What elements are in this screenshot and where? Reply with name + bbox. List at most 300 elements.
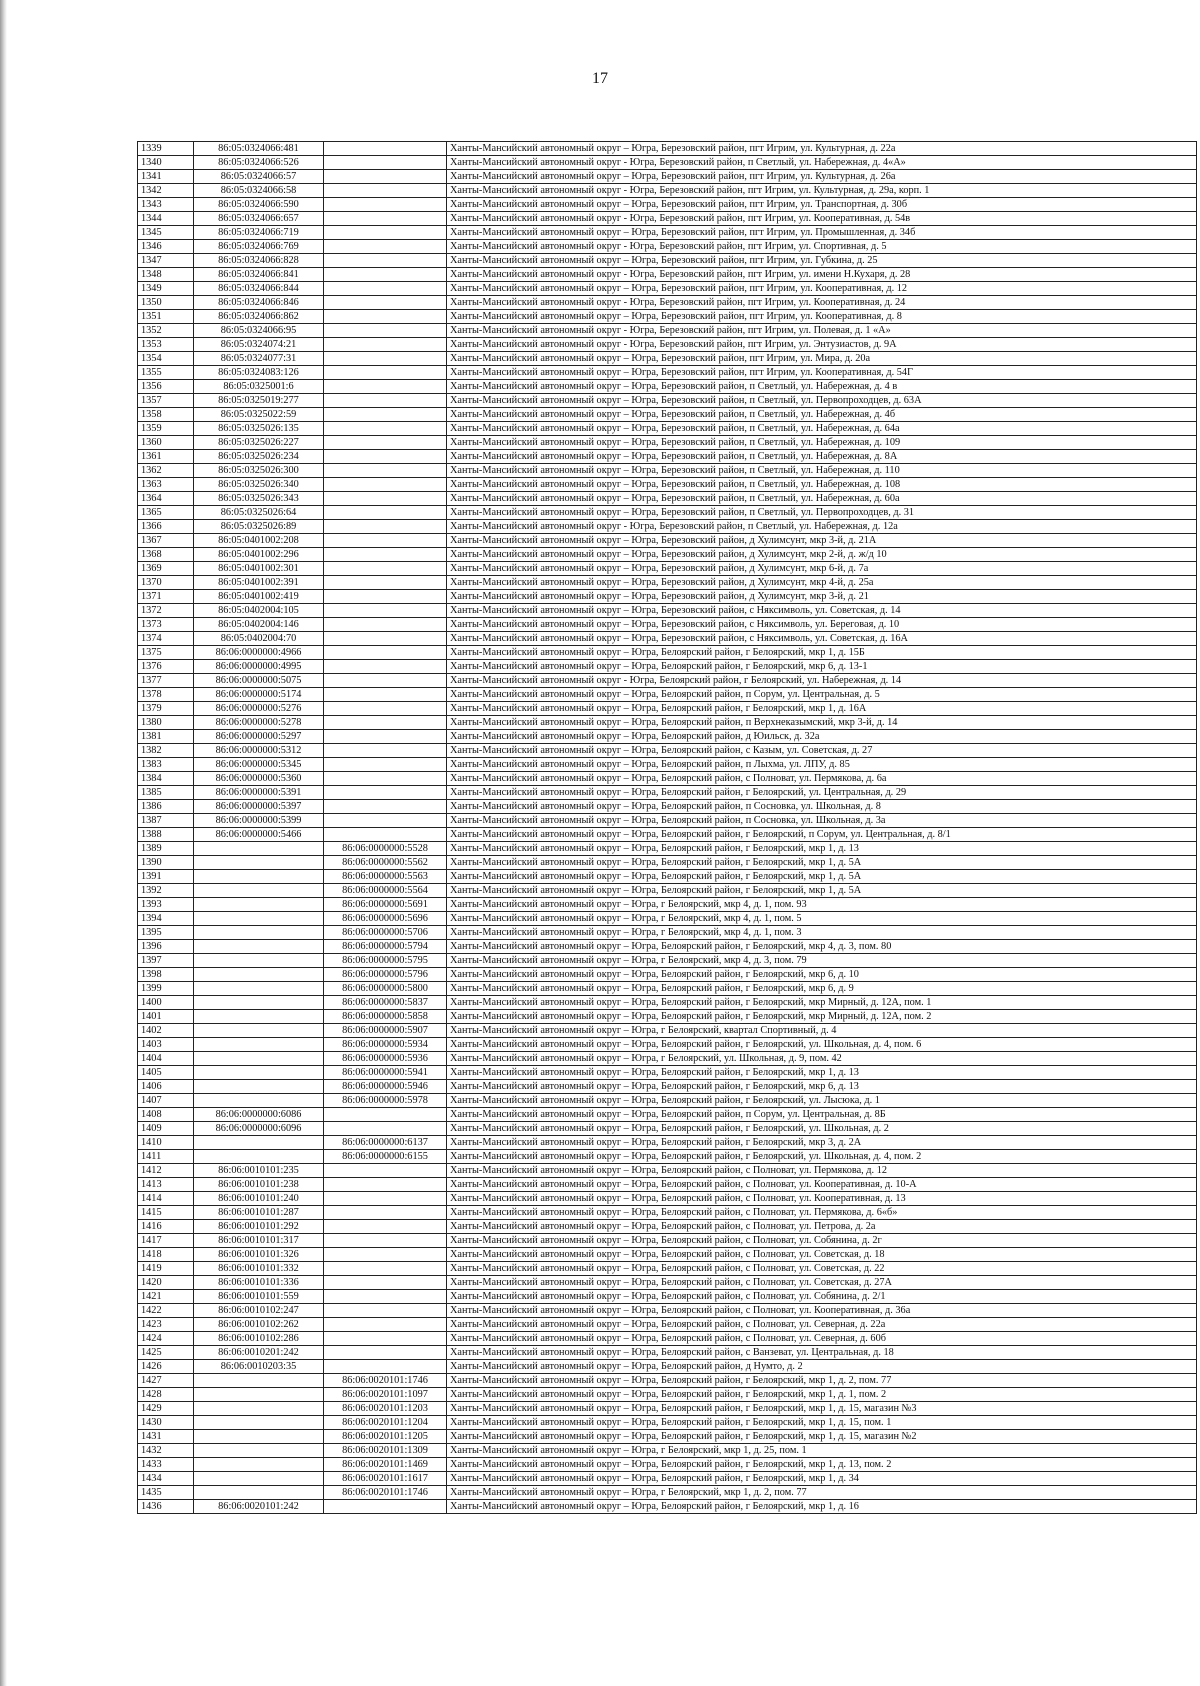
object-address: Ханты-Мансийский автономный округ – Югра, Березовский район, д Хулимсунт, мкр 3-й, д. 21А xyxy=(447,534,1197,548)
building-cadastral-number xyxy=(194,1080,324,1094)
building-cadastral-number xyxy=(194,1010,324,1024)
table-row xyxy=(138,366,1197,380)
row-number: 1400 xyxy=(138,996,194,1010)
table-row xyxy=(138,436,1197,450)
premises-cadastral-number xyxy=(324,618,447,632)
building-cadastral-number: 86:06:0010101:317 xyxy=(194,1234,324,1248)
premises-cadastral-number: 86:06:0000000:5564 xyxy=(324,884,447,898)
row-number: 1434 xyxy=(138,1472,194,1486)
table-row xyxy=(138,856,1197,870)
premises-cadastral-number: 86:06:0020101:1309 xyxy=(324,1444,447,1458)
building-cadastral-number: 86:05:0324066:481 xyxy=(194,142,324,156)
object-address: Ханты-Мансийский автономный округ – Югра, Березовский район, п Светлый, ул. Набережная, д. 60а xyxy=(447,492,1197,506)
object-address: Ханты-Мансийский автономный округ – Югра, Березовский район, пгт Игрим, ул. Кооперативная, д. 12 xyxy=(447,282,1197,296)
table-row xyxy=(138,1430,1197,1444)
object-address: Ханты-Мансийский автономный округ – Югра, Березовский район, п Светлый, ул. Набережная, д. 4 в xyxy=(447,380,1197,394)
row-number: 1353 xyxy=(138,338,194,352)
row-number: 1375 xyxy=(138,646,194,660)
premises-cadastral-number xyxy=(324,576,447,590)
premises-cadastral-number xyxy=(324,772,447,786)
building-cadastral-number xyxy=(194,1094,324,1108)
object-address: Ханты-Мансийский автономный округ – Югра, Белоярский район, г Белоярский, мкр 6, д. 13 xyxy=(447,1080,1197,1094)
premises-cadastral-number xyxy=(324,170,447,184)
object-address: Ханты-Мансийский автономный округ – Югра, Белоярский район, с Полноват, ул. Кооперативная, д. 36а xyxy=(447,1304,1197,1318)
building-cadastral-number: 86:06:0010201:242 xyxy=(194,1346,324,1360)
table-row xyxy=(138,1500,1197,1514)
building-cadastral-number xyxy=(194,926,324,940)
building-cadastral-number: 86:06:0010101:292 xyxy=(194,1220,324,1234)
premises-cadastral-number xyxy=(324,800,447,814)
building-cadastral-number: 86:06:0000000:5360 xyxy=(194,772,324,786)
scan-edge-shadow xyxy=(0,0,7,1686)
table-row xyxy=(138,352,1197,366)
object-address: Ханты-Мансийский автономный округ – Югра, Березовский район, пгт Игрим, ул. Кооперативная, д. 8 xyxy=(447,310,1197,324)
building-cadastral-number: 86:06:0010101:332 xyxy=(194,1262,324,1276)
row-number: 1352 xyxy=(138,324,194,338)
object-address: Ханты-Мансийский автономный округ – Югра, Березовский район, п Светлый, ул. Набережная, д. 64а xyxy=(447,422,1197,436)
row-number: 1430 xyxy=(138,1416,194,1430)
table-row xyxy=(138,1164,1197,1178)
table-row xyxy=(138,772,1197,786)
premises-cadastral-number xyxy=(324,1276,447,1290)
row-number: 1401 xyxy=(138,1010,194,1024)
object-address: Ханты-Мансийский автономный округ - Югра, Березовский район, пгт Игрим, ул. имени Н.Кухаря, д. 28 xyxy=(447,268,1197,282)
premises-cadastral-number: 86:06:0000000:5934 xyxy=(324,1038,447,1052)
premises-cadastral-number xyxy=(324,1500,447,1514)
object-address: Ханты-Мансийский автономный округ – Югра, г Белоярский, квартал Спортивный, д. 4 xyxy=(447,1024,1197,1038)
row-number: 1363 xyxy=(138,478,194,492)
table-row xyxy=(138,520,1197,534)
building-cadastral-number: 86:06:0010203:35 xyxy=(194,1360,324,1374)
row-number: 1425 xyxy=(138,1346,194,1360)
table-row xyxy=(138,702,1197,716)
object-address: Ханты-Мансийский автономный округ – Югра, Белоярский район, с Полноват, ул. Собянина, д. 2/1 xyxy=(447,1290,1197,1304)
premises-cadastral-number: 86:06:0020101:1205 xyxy=(324,1430,447,1444)
object-address: Ханты-Мансийский автономный округ – Югра, Березовский район, д Хулимсунт, мкр 4-й, д. 25а xyxy=(447,576,1197,590)
object-address: Ханты-Мансийский автономный округ – Югра, г Белоярский, мкр 4, д. 1, пом. 93 xyxy=(447,898,1197,912)
building-cadastral-number: 86:05:0325026:300 xyxy=(194,464,324,478)
building-cadastral-number: 86:05:0401002:391 xyxy=(194,576,324,590)
premises-cadastral-number xyxy=(324,464,447,478)
premises-cadastral-number: 86:06:0000000:5907 xyxy=(324,1024,447,1038)
row-number: 1406 xyxy=(138,1080,194,1094)
building-cadastral-number xyxy=(194,1136,324,1150)
row-number: 1341 xyxy=(138,170,194,184)
premises-cadastral-number xyxy=(324,366,447,380)
object-address: Ханты-Мансийский автономный округ – Югра, Белоярский район, с Полноват, ул. Собянина, д. 2г xyxy=(447,1234,1197,1248)
premises-cadastral-number: 86:06:0000000:5706 xyxy=(324,926,447,940)
table-row xyxy=(138,394,1197,408)
table-row xyxy=(138,912,1197,926)
object-address: Ханты-Мансийский автономный округ – Югра, Белоярский район, п Сосновка, ул. Школьная, д. 3а xyxy=(447,814,1197,828)
object-address: Ханты-Мансийский автономный округ – Югра, Белоярский район, г Белоярский, ул. Лысюка, д. 1 xyxy=(447,1094,1197,1108)
object-address: Ханты-Мансийский автономный округ – Югра, Белоярский район, г Белоярский, мкр 1, д. 1, пом. 2 xyxy=(447,1388,1197,1402)
premises-cadastral-number xyxy=(324,1290,447,1304)
table-row xyxy=(138,1192,1197,1206)
building-cadastral-number: 86:05:0324066:58 xyxy=(194,184,324,198)
premises-cadastral-number xyxy=(324,730,447,744)
building-cadastral-number: 86:05:0325026:227 xyxy=(194,436,324,450)
object-address: Ханты-Мансийский автономный округ – Югра, Белоярский район, г Белоярский, мкр 1, д. 15, магазин №3 xyxy=(447,1402,1197,1416)
row-number: 1399 xyxy=(138,982,194,996)
premises-cadastral-number: 86:06:0000000:5795 xyxy=(324,954,447,968)
object-address: Ханты-Мансийский автономный округ - Югра, Березовский район, пгт Игрим, ул. Полевая, д. 1 «А» xyxy=(447,324,1197,338)
building-cadastral-number xyxy=(194,1374,324,1388)
table-row xyxy=(138,982,1197,996)
premises-cadastral-number xyxy=(324,282,447,296)
table-row xyxy=(138,156,1197,170)
building-cadastral-number: 86:06:0010102:262 xyxy=(194,1318,324,1332)
building-cadastral-number: 86:05:0324066:862 xyxy=(194,310,324,324)
table-row xyxy=(138,660,1197,674)
premises-cadastral-number: 86:06:0020101:1203 xyxy=(324,1402,447,1416)
row-number: 1380 xyxy=(138,716,194,730)
table-row xyxy=(138,1276,1197,1290)
object-address: Ханты-Мансийский автономный округ – Югра, Белоярский район, д Юильск, д. 32а xyxy=(447,730,1197,744)
object-address: Ханты-Мансийский автономный округ – Югра, Белоярский район, г Белоярский, мкр Мирный, д. 12А, пом. 1 xyxy=(447,996,1197,1010)
row-number: 1346 xyxy=(138,240,194,254)
building-cadastral-number: 86:06:0000000:5397 xyxy=(194,800,324,814)
building-cadastral-number: 86:05:0325001:6 xyxy=(194,380,324,394)
object-address: Ханты-Мансийский автономный округ – Югра, Белоярский район, г Белоярский, мкр Мирный, д. 12А, пом. 2 xyxy=(447,1010,1197,1024)
table-row xyxy=(138,1094,1197,1108)
table-row xyxy=(138,1402,1197,1416)
row-number: 1368 xyxy=(138,548,194,562)
row-number: 1383 xyxy=(138,758,194,772)
object-address: Ханты-Мансийский автономный округ – Югра, Березовский район, с Няксимволь, ул. Советская, д. 16А xyxy=(447,632,1197,646)
table-row xyxy=(138,478,1197,492)
row-number: 1356 xyxy=(138,380,194,394)
table-row xyxy=(138,282,1197,296)
row-number: 1419 xyxy=(138,1262,194,1276)
building-cadastral-number: 86:05:0324066:590 xyxy=(194,198,324,212)
object-address: Ханты-Мансийский автономный округ – Югра, г Белоярский, мкр 4, д. 3, пом. 79 xyxy=(447,954,1197,968)
building-cadastral-number: 86:05:0402004:70 xyxy=(194,632,324,646)
table-row xyxy=(138,1248,1197,1262)
table-row xyxy=(138,716,1197,730)
building-cadastral-number: 86:06:0000000:4966 xyxy=(194,646,324,660)
object-address: Ханты-Мансийский автономный округ – Югра, Белоярский район, с Полноват, ул. Северная, д. 60б xyxy=(447,1332,1197,1346)
row-number: 1377 xyxy=(138,674,194,688)
object-address: Ханты-Мансийский автономный округ - Югра, Белоярский район, г Белоярский, ул. Набережная, д. 14 xyxy=(447,674,1197,688)
object-address: Ханты-Мансийский автономный округ – Югра, Березовский район, д Хулимсунт, мкр 6-й, д. 7а xyxy=(447,562,1197,576)
row-number: 1421 xyxy=(138,1290,194,1304)
row-number: 1387 xyxy=(138,814,194,828)
premises-cadastral-number xyxy=(324,716,447,730)
building-cadastral-number: 86:06:0000000:5312 xyxy=(194,744,324,758)
table-row xyxy=(138,744,1197,758)
table-row xyxy=(138,1262,1197,1276)
table-row xyxy=(138,632,1197,646)
building-cadastral-number: 86:05:0324066:57 xyxy=(194,170,324,184)
row-number: 1414 xyxy=(138,1192,194,1206)
table-row xyxy=(138,1444,1197,1458)
object-address: Ханты-Мансийский автономный округ – Югра, Белоярский район, с Полноват, ул. Пермякова, д. 6«б» xyxy=(447,1206,1197,1220)
row-number: 1365 xyxy=(138,506,194,520)
object-address: Ханты-Мансийский автономный округ – Югра, Березовский район, п Светлый, ул. Набережная, д. 109 xyxy=(447,436,1197,450)
building-cadastral-number: 86:06:0000000:5345 xyxy=(194,758,324,772)
premises-cadastral-number xyxy=(324,646,447,660)
table-row xyxy=(138,254,1197,268)
row-number: 1423 xyxy=(138,1318,194,1332)
table-row xyxy=(138,1332,1197,1346)
object-address: Ханты-Мансийский автономный округ – Югра, г Белоярский, мкр 1, д. 2, пом. 77 xyxy=(447,1486,1197,1500)
table-row xyxy=(138,198,1197,212)
building-cadastral-number: 86:06:0010101:326 xyxy=(194,1248,324,1262)
row-number: 1360 xyxy=(138,436,194,450)
building-cadastral-number: 86:05:0401002:296 xyxy=(194,548,324,562)
row-number: 1431 xyxy=(138,1430,194,1444)
building-cadastral-number: 86:06:0010101:235 xyxy=(194,1164,324,1178)
table-row xyxy=(138,996,1197,1010)
premises-cadastral-number xyxy=(324,1262,447,1276)
object-address: Ханты-Мансийский автономный округ – Югра, Белоярский район, п Сорум, ул. Центральная, д. 8Б xyxy=(447,1108,1197,1122)
table-row xyxy=(138,1108,1197,1122)
row-number: 1435 xyxy=(138,1486,194,1500)
row-number: 1381 xyxy=(138,730,194,744)
object-address: Ханты-Мансийский автономный округ – Югра, Белоярский район, с Полноват, ул. Кооперативная, д. 10-А xyxy=(447,1178,1197,1192)
table-row xyxy=(138,338,1197,352)
premises-cadastral-number xyxy=(324,534,447,548)
object-address: Ханты-Мансийский автономный округ – Югра, Белоярский район, с Полноват, ул. Пермякова, д. 12 xyxy=(447,1164,1197,1178)
premises-cadastral-number: 86:06:0000000:5837 xyxy=(324,996,447,1010)
premises-cadastral-number: 86:06:0020101:1617 xyxy=(324,1472,447,1486)
object-address: Ханты-Мансийский автономный округ – Югра, Березовский район, с Няксимволь, ул. Береговая, д. 10 xyxy=(447,618,1197,632)
row-number: 1427 xyxy=(138,1374,194,1388)
building-cadastral-number: 86:05:0324066:95 xyxy=(194,324,324,338)
object-address: Ханты-Мансийский автономный округ – Югра, Белоярский район, г Белоярский, ул. Школьная, д. 4, пом. 2 xyxy=(447,1150,1197,1164)
object-address: Ханты-Мансийский автономный округ – Югра, Белоярский район, п Лыхма, ул. ЛПУ, д. 85 xyxy=(447,758,1197,772)
table-row xyxy=(138,1290,1197,1304)
building-cadastral-number: 86:05:0401002:301 xyxy=(194,562,324,576)
premises-cadastral-number xyxy=(324,436,447,450)
premises-cadastral-number: 86:06:0000000:5796 xyxy=(324,968,447,982)
building-cadastral-number: 86:06:0000000:5276 xyxy=(194,702,324,716)
row-number: 1343 xyxy=(138,198,194,212)
object-address: Ханты-Мансийский автономный округ – Югра, Белоярский район, д Нумто, д. 2 xyxy=(447,1360,1197,1374)
row-number: 1351 xyxy=(138,310,194,324)
premises-cadastral-number: 86:06:0020101:1097 xyxy=(324,1388,447,1402)
table-row xyxy=(138,212,1197,226)
row-number: 1422 xyxy=(138,1304,194,1318)
table-row xyxy=(138,422,1197,436)
building-cadastral-number: 86:06:0020101:242 xyxy=(194,1500,324,1514)
row-number: 1372 xyxy=(138,604,194,618)
row-number: 1395 xyxy=(138,926,194,940)
table-row xyxy=(138,604,1197,618)
row-number: 1342 xyxy=(138,184,194,198)
premises-cadastral-number xyxy=(324,394,447,408)
object-address: Ханты-Мансийский автономный округ – Югра, Белоярский район, с Полноват, ул. Петрова, д. 2а xyxy=(447,1220,1197,1234)
row-number: 1385 xyxy=(138,786,194,800)
table-row xyxy=(138,940,1197,954)
building-cadastral-number: 86:06:0010102:247 xyxy=(194,1304,324,1318)
premises-cadastral-number: 86:06:0000000:5978 xyxy=(324,1094,447,1108)
premises-cadastral-number: 86:06:0000000:5858 xyxy=(324,1010,447,1024)
row-number: 1362 xyxy=(138,464,194,478)
table-row xyxy=(138,1122,1197,1136)
premises-cadastral-number: 86:06:0000000:5562 xyxy=(324,856,447,870)
row-number: 1378 xyxy=(138,688,194,702)
table-row xyxy=(138,618,1197,632)
object-address: Ханты-Мансийский автономный округ – Югра, Белоярский район, г Белоярский, мкр 4, д. 3, пом. 80 xyxy=(447,940,1197,954)
premises-cadastral-number: 86:06:0000000:5800 xyxy=(324,982,447,996)
table-row xyxy=(138,1472,1197,1486)
premises-cadastral-number: 86:06:0000000:5936 xyxy=(324,1052,447,1066)
row-number: 1370 xyxy=(138,576,194,590)
row-number: 1348 xyxy=(138,268,194,282)
table-row xyxy=(138,408,1197,422)
premises-cadastral-number xyxy=(324,744,447,758)
table-row xyxy=(138,730,1197,744)
row-number: 1393 xyxy=(138,898,194,912)
row-number: 1386 xyxy=(138,800,194,814)
row-number: 1402 xyxy=(138,1024,194,1038)
premises-cadastral-number: 86:06:0020101:1746 xyxy=(324,1486,447,1500)
table-row xyxy=(138,464,1197,478)
building-cadastral-number: 86:06:0010102:286 xyxy=(194,1332,324,1346)
table-row xyxy=(138,296,1197,310)
object-address: Ханты-Мансийский автономный округ - Югра, Березовский район, пгт Игрим, ул. Кооперативная, д. 24 xyxy=(447,296,1197,310)
building-cadastral-number: 86:06:0010101:559 xyxy=(194,1290,324,1304)
object-address: Ханты-Мансийский автономный округ – Югра, Белоярский район, с Полноват, ул. Советская, д. 18 xyxy=(447,1248,1197,1262)
row-number: 1429 xyxy=(138,1402,194,1416)
row-number: 1397 xyxy=(138,954,194,968)
row-number: 1384 xyxy=(138,772,194,786)
row-number: 1345 xyxy=(138,226,194,240)
row-number: 1374 xyxy=(138,632,194,646)
building-cadastral-number: 86:05:0324066:841 xyxy=(194,268,324,282)
table-row xyxy=(138,688,1197,702)
building-cadastral-number xyxy=(194,1066,324,1080)
building-cadastral-number: 86:05:0324066:769 xyxy=(194,240,324,254)
object-address: Ханты-Мансийский автономный округ – Югра, Белоярский район, г Белоярский, мкр 1, д. 15Б xyxy=(447,646,1197,660)
row-number: 1411 xyxy=(138,1150,194,1164)
premises-cadastral-number xyxy=(324,520,447,534)
object-address: Ханты-Мансийский автономный округ – Югра, Белоярский район, г Белоярский, мкр 6, д. 10 xyxy=(447,968,1197,982)
building-cadastral-number xyxy=(194,996,324,1010)
row-number: 1389 xyxy=(138,842,194,856)
object-address: Ханты-Мансийский автономный округ – Югра, Белоярский район, г Белоярский, мкр 1, д. 15, магазин №2 xyxy=(447,1430,1197,1444)
building-cadastral-number: 86:05:0324066:844 xyxy=(194,282,324,296)
premises-cadastral-number: 86:06:0000000:5563 xyxy=(324,870,447,884)
table-row xyxy=(138,1038,1197,1052)
premises-cadastral-number xyxy=(324,324,447,338)
table-row xyxy=(138,268,1197,282)
table-row xyxy=(138,828,1197,842)
premises-cadastral-number xyxy=(324,1318,447,1332)
row-number: 1396 xyxy=(138,940,194,954)
premises-cadastral-number xyxy=(324,758,447,772)
premises-cadastral-number xyxy=(324,604,447,618)
building-cadastral-number: 86:06:0000000:6096 xyxy=(194,1122,324,1136)
building-cadastral-number: 86:05:0325026:64 xyxy=(194,506,324,520)
row-number: 1424 xyxy=(138,1332,194,1346)
row-number: 1409 xyxy=(138,1122,194,1136)
row-number: 1339 xyxy=(138,142,194,156)
building-cadastral-number xyxy=(194,1402,324,1416)
building-cadastral-number xyxy=(194,856,324,870)
building-cadastral-number: 86:05:0325022:59 xyxy=(194,408,324,422)
premises-cadastral-number xyxy=(324,268,447,282)
building-cadastral-number xyxy=(194,1444,324,1458)
premises-cadastral-number xyxy=(324,674,447,688)
building-cadastral-number: 86:05:0325026:135 xyxy=(194,422,324,436)
object-address: Ханты-Мансийский автономный округ – Югра, Березовский район, п Светлый, ул. Набережная, д. 110 xyxy=(447,464,1197,478)
row-number: 1417 xyxy=(138,1234,194,1248)
object-address: Ханты-Мансийский автономный округ - Югра, Березовский район, пгт Игрим, ул. Культурная, д. 29а, корп. 1 xyxy=(447,184,1197,198)
building-cadastral-number: 86:05:0324083:126 xyxy=(194,366,324,380)
premises-cadastral-number xyxy=(324,828,447,842)
building-cadastral-number: 86:06:0010101:287 xyxy=(194,1206,324,1220)
object-address: Ханты-Мансийский автономный округ – Югра, Белоярский район, г Белоярский, мкр 1, д. 16 xyxy=(447,1500,1197,1514)
premises-cadastral-number xyxy=(324,142,447,156)
table-row xyxy=(138,534,1197,548)
object-address: Ханты-Мансийский автономный округ – Югра, Белоярский район, с Казым, ул. Советская, д. 27 xyxy=(447,744,1197,758)
building-cadastral-number xyxy=(194,1472,324,1486)
premises-cadastral-number xyxy=(324,1346,447,1360)
table-row xyxy=(138,1346,1197,1360)
row-number: 1350 xyxy=(138,296,194,310)
row-number: 1433 xyxy=(138,1458,194,1472)
premises-cadastral-number xyxy=(324,422,447,436)
table-row xyxy=(138,884,1197,898)
object-address: Ханты-Мансийский автономный округ – Югра, Березовский район, п Светлый, ул. Набережная, д. 108 xyxy=(447,478,1197,492)
object-address: Ханты-Мансийский автономный округ – Югра, Белоярский район, г Белоярский, мкр 1, д. 34 xyxy=(447,1472,1197,1486)
premises-cadastral-number xyxy=(324,814,447,828)
object-address: Ханты-Мансийский автономный округ - Югра, Березовский район, пгт Игрим, ул. Кооперативная, д. 54в xyxy=(447,212,1197,226)
row-number: 1340 xyxy=(138,156,194,170)
object-address: Ханты-Мансийский автономный округ - Югра, Березовский район, п Светлый, ул. Набережная, д. 4«А» xyxy=(447,156,1197,170)
object-address: Ханты-Мансийский автономный округ – Югра, Белоярский район, г Белоярский, мкр 1, д. 13, пом. 2 xyxy=(447,1458,1197,1472)
table-row xyxy=(138,1136,1197,1150)
row-number: 1357 xyxy=(138,394,194,408)
object-address: Ханты-Мансийский автономный округ – Югра, Белоярский район, с Полноват, ул. Пермякова, д. 6а xyxy=(447,772,1197,786)
premises-cadastral-number: 86:06:0020101:1469 xyxy=(324,1458,447,1472)
object-address: Ханты-Мансийский автономный округ – Югра, Березовский район, д Хулимсунт, мкр 3-й, д. 21 xyxy=(447,590,1197,604)
building-cadastral-number: 86:05:0402004:105 xyxy=(194,604,324,618)
table-row xyxy=(138,450,1197,464)
table-row xyxy=(138,1360,1197,1374)
building-cadastral-number: 86:06:0000000:5297 xyxy=(194,730,324,744)
table-row xyxy=(138,1220,1197,1234)
table-row xyxy=(138,1010,1197,1024)
object-address: Ханты-Мансийский автономный округ – Югра, Белоярский район, г Белоярский, мкр 1, д. 15, пом. 1 xyxy=(447,1416,1197,1430)
row-number: 1408 xyxy=(138,1108,194,1122)
table-row xyxy=(138,548,1197,562)
premises-cadastral-number xyxy=(324,184,447,198)
object-address: Ханты-Мансийский автономный округ – Югра, Белоярский район, г Белоярский, мкр 1, д. 5А xyxy=(447,856,1197,870)
row-number: 1379 xyxy=(138,702,194,716)
object-address: Ханты-Мансийский автономный округ – Югра, Белоярский район, г Белоярский, мкр 6, д. 13-1 xyxy=(447,660,1197,674)
row-number: 1403 xyxy=(138,1038,194,1052)
row-number: 1405 xyxy=(138,1066,194,1080)
table-row xyxy=(138,142,1197,156)
building-cadastral-number: 86:05:0324066:719 xyxy=(194,226,324,240)
premises-cadastral-number xyxy=(324,1108,447,1122)
row-number: 1355 xyxy=(138,366,194,380)
object-address: Ханты-Мансийский автономный округ – Югра, Белоярский район, г Белоярский, ул. Центральная, д. 29 xyxy=(447,786,1197,800)
premises-cadastral-number: 86:06:0000000:5528 xyxy=(324,842,447,856)
building-cadastral-number xyxy=(194,1458,324,1472)
object-address: Ханты-Мансийский автономный округ – Югра, Березовский район, пгт Игрим, ул. Мира, д. 20а xyxy=(447,352,1197,366)
building-cadastral-number: 86:05:0324074:21 xyxy=(194,338,324,352)
premises-cadastral-number: 86:06:0000000:5691 xyxy=(324,898,447,912)
row-number: 1364 xyxy=(138,492,194,506)
object-address: Ханты-Мансийский автономный округ – Югра, Белоярский район, г Белоярский, мкр 1, д. 2, пом. 77 xyxy=(447,1374,1197,1388)
object-address: Ханты-Мансийский автономный округ – Югра, Белоярский район, г Белоярский, мкр 1, д. 5А xyxy=(447,870,1197,884)
object-address: Ханты-Мансийский автономный округ – Югра, Белоярский район, с Полноват, ул. Советская, д. 22 xyxy=(447,1262,1197,1276)
